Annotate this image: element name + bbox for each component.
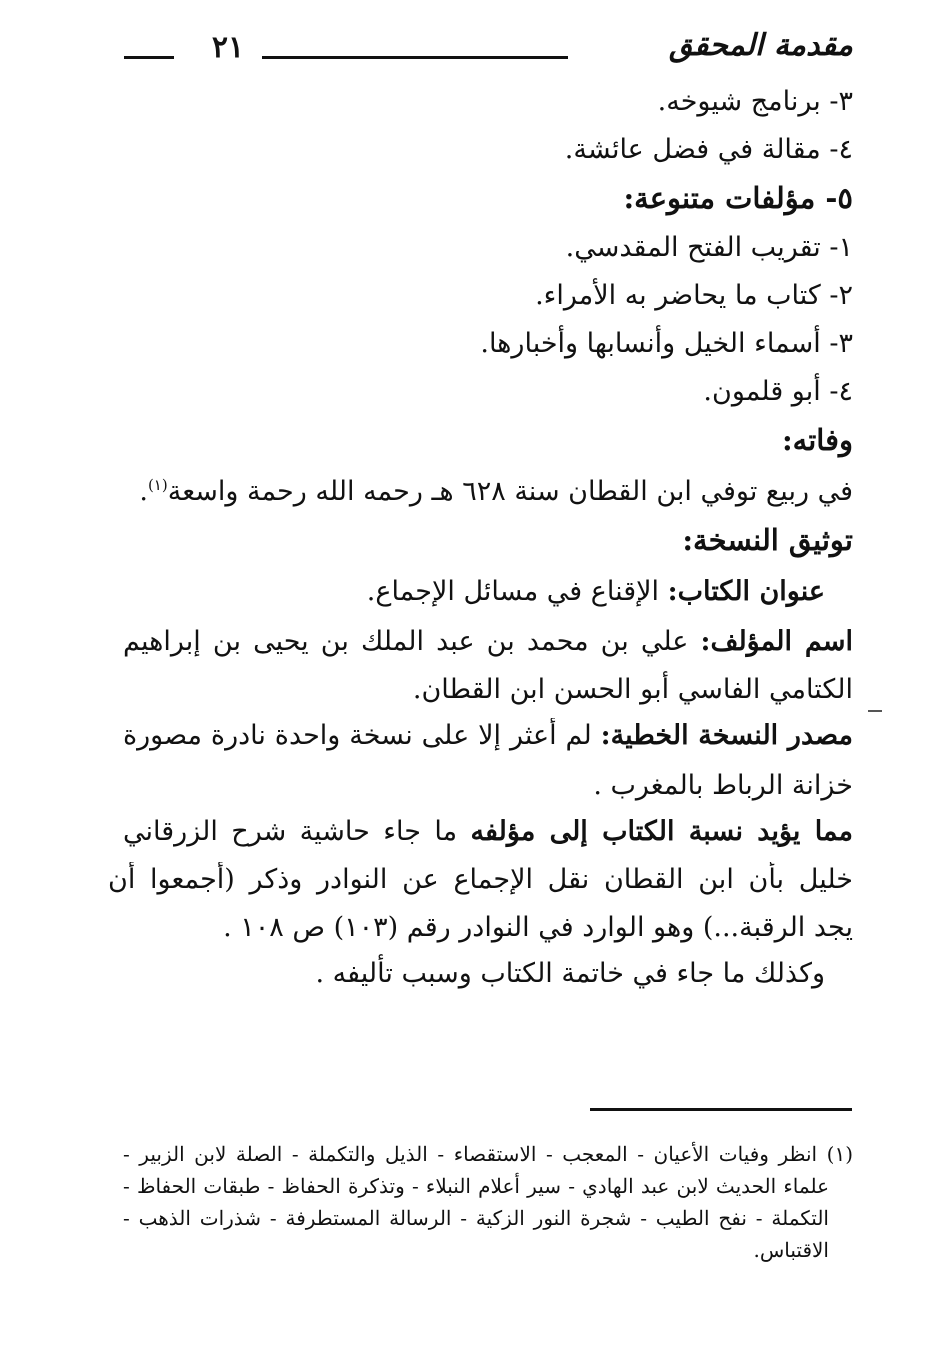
author-value: علي بن محمد بن عبد الملك بن يحيى بن إبراهيم [123, 626, 689, 657]
paragraph-line [139, 474, 853, 510]
book-title-label: عنوان الكتاب: [667, 576, 825, 607]
section-heading: وفاته: [781, 423, 853, 457]
list-item: ٤- أبو قلمون. [703, 376, 853, 407]
footnote-line: الاقتباس. [753, 1238, 829, 1262]
scan-artifact [868, 710, 882, 712]
paragraph-line: خليل بأن ابن القطان نقل الإجماع عن النوادر وذكر (أجمعوا أن [108, 864, 853, 895]
book-title-value: الإقناع في مسائل الإجماع. [366, 576, 660, 607]
author-label: اسم المؤلف: [700, 626, 853, 657]
support-line [123, 814, 853, 850]
paragraph-line: الكتامي الفاسي أبو الحسن ابن القطان. [412, 674, 853, 705]
section-heading: ٥- مؤلفات متنوعة: [623, 181, 853, 215]
list-item: ١- تقريب الفتح المقدسي. [565, 232, 853, 263]
paragraph-line: وكذلك ما جاء في خاتمة الكتاب وسبب تأليفه . [315, 958, 825, 989]
paragraph-line: خزانة الرباط بالمغرب . [593, 770, 853, 801]
footnote-line: التكملة - نفح الطيب - شجرة النور الزكية - الرسالة المستطرفة - شذرات الذهب - [123, 1206, 829, 1230]
list-item: ٤- مقالة في فضل عائشة. [564, 134, 853, 165]
support-value: ما جاء حاشية شرح الزرقاني [123, 816, 458, 847]
footnote-line: علماء الحديث لابن عبد الهادي - سير أعلام النبلاء - وتذكرة الحفاظ - طبقات الحفاظ - [123, 1174, 829, 1198]
support-label: مما يؤيد نسبة الكتاب إلى مؤلفه [470, 816, 853, 847]
source-line [123, 718, 853, 754]
page-number: ٢١ [211, 30, 245, 65]
list-item: ٣- برنامج شيوخه. [657, 86, 853, 117]
footnote-rule [590, 1108, 852, 1111]
source-label: مصدر النسخة الخطية: [600, 720, 853, 751]
list-item: ٣- أسماء الخيل وأنسابها وأخبارها. [480, 328, 853, 359]
source-value: لم أعثر إلا على نسخة واحدة نادرة مصورة [123, 720, 592, 751]
list-item: ٢- كتاب ما يحاضر به الأمراء. [535, 280, 853, 311]
paragraph-line: يجد الرقبة...) وهو الوارد في النوادر رقم (١٠٣) ص ١٠٨ . [223, 912, 853, 943]
header-rule-left [124, 56, 174, 59]
header-rule-middle [262, 56, 568, 59]
section-heading: توثيق النسخة: [682, 523, 853, 557]
running-title: مقدمة المحقق [669, 28, 853, 63]
death-text: في ربيع توفي ابن القطان سنة ٦٢٨ هـ رحمه الله رحمة واسعة [167, 476, 853, 507]
death-end: . [139, 476, 148, 507]
footnote-reference: (١) [147, 476, 168, 494]
book-title-line [367, 574, 825, 610]
footnote-line: (١) انظر وفيات الأعيان - المعجب - الاستقصاء - الذيل والتكملة - الصلة لابن الزبير - [123, 1142, 853, 1166]
author-line [123, 624, 853, 660]
